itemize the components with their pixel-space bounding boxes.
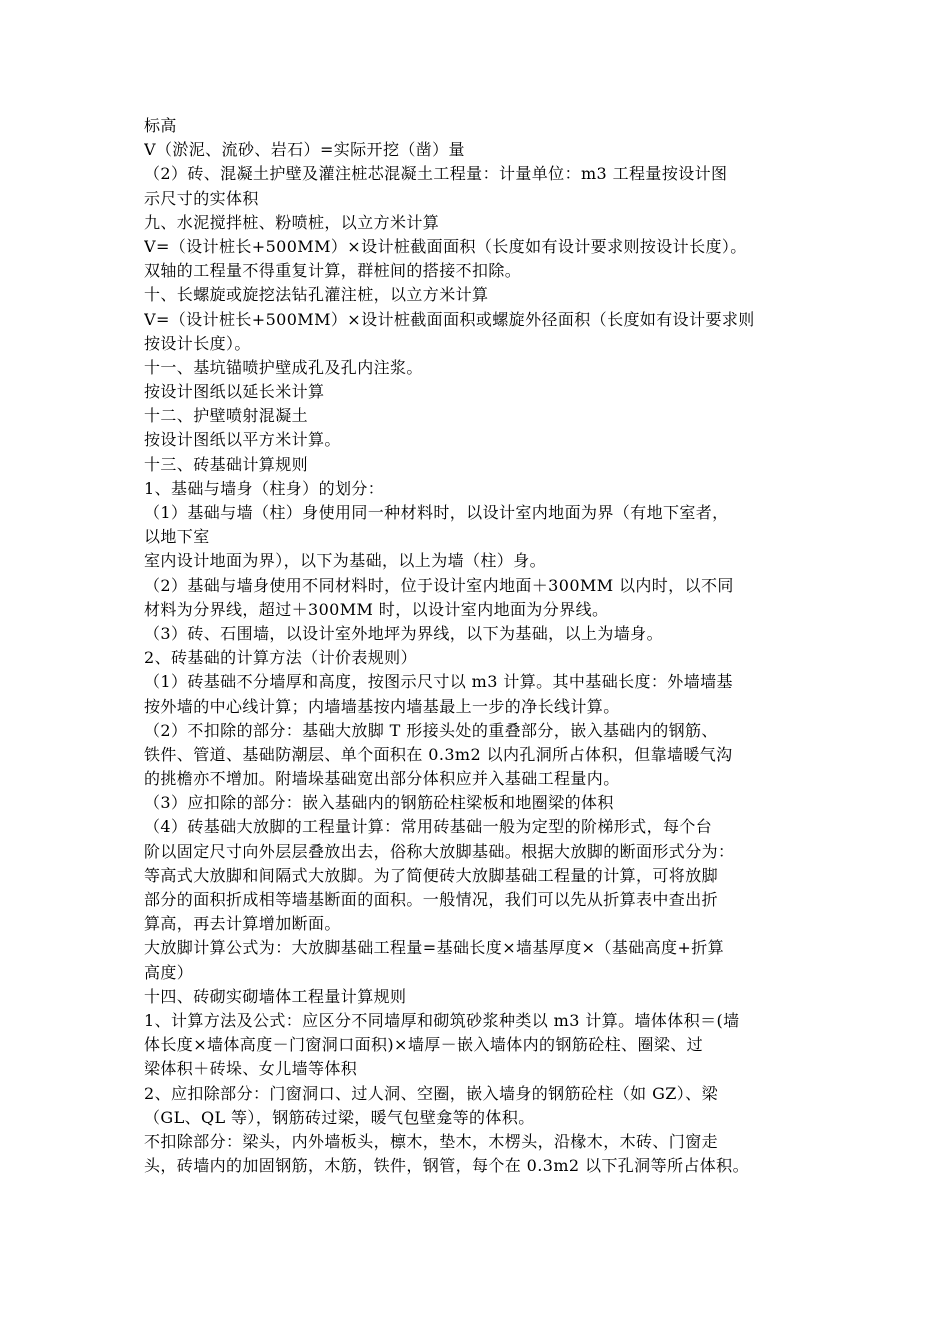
text-line: 2、砖基础的计算方法（计价表规则） bbox=[144, 648, 417, 668]
text-line: （GL、QL 等），钢筋砖过梁，暖气包壁龛等的体积。 bbox=[144, 1107, 535, 1127]
text-line: 梁体积＋砖垛、女儿墙等体积 bbox=[144, 1059, 358, 1079]
text-line: 等高式大放脚和间隔式大放脚。为了简便砖大放脚基础工程量的计算，可将放脚 bbox=[144, 865, 719, 885]
text-line: 头，砖墙内的加固钢筋，木筋，铁件，钢管，每个在 0.3m2 以下孔洞等所占体积。 bbox=[144, 1156, 749, 1176]
text-line: （4）砖基础大放脚的工程量计算：常用砖基础一般为定型的阶梯形式，每个台 bbox=[144, 817, 713, 837]
text-line: V=（设计桩长+500MM）×设计桩截面面积或螺旋外径面积（长度如有设计要求则 bbox=[144, 309, 755, 329]
text-line: 十四、砖砌实砌墙体工程量计算规则 bbox=[144, 986, 407, 1006]
text-line: 十一、基坑锚喷护壁成孔及孔内注浆。 bbox=[144, 357, 423, 377]
text-line: 体长度×墙体高度－门窗洞口面积)×墙厚－嵌入墙体内的钢筋砼柱、圈梁、过 bbox=[144, 1035, 704, 1055]
text-line: 十三、砖基础计算规则 bbox=[144, 454, 309, 474]
text-line: 双轴的工程量不得重复计算，群桩间的搭接不扣除。 bbox=[144, 261, 522, 281]
text-line: 九、水泥搅拌桩、粉喷桩，以立方米计算 bbox=[144, 212, 440, 232]
text-line: 不扣除部分：梁头，内外墙板头，檩木，垫木，木楞头，沿椽木，木砖、门窗走 bbox=[144, 1131, 719, 1151]
text-line: 十、长螺旋或旋挖法钻孔灌注桩，以立方米计算 bbox=[144, 285, 489, 305]
text-line: 以地下室 bbox=[144, 527, 210, 547]
text-line: 大放脚计算公式为：大放脚基础工程量=基础长度×墙基厚度×（基础高度+折算 bbox=[144, 938, 725, 958]
text-line: （3）砖、石围墙，以设计室外地坪为界线，以下为基础，以上为墙身。 bbox=[144, 623, 663, 643]
text-line: （3）应扣除的部分：嵌入基础内的钢筋砼柱梁板和地圈梁的体积 bbox=[144, 793, 614, 813]
text-line: V（淤泥、流砂、岩石）=实际开挖（凿）量 bbox=[144, 140, 465, 160]
text-line: （2）砖、混凝土护壁及灌注桩芯混凝土工程量：计量单位：m3 工程量按设计图 bbox=[144, 164, 728, 184]
text-line: 2、应扣除部分：门窗洞口、过人洞、空圈，嵌入墙身的钢筋砼柱（如 GZ）、梁 bbox=[144, 1083, 718, 1103]
text-line: 标高 bbox=[144, 116, 177, 135]
text-line: 材料为分界线，超过＋300MM 时，以设计室内地面为分界线。 bbox=[144, 599, 609, 619]
text-line: 阶以固定尺寸向外层层叠放出去，俗称大放脚基础。根据大放脚的断面形式分为： bbox=[144, 841, 735, 861]
text-line: （1）基础与墙（柱）身使用同一种材料时，以设计室内地面为界（有地下室者， bbox=[144, 503, 729, 522]
text-line: 铁件、管道、基础防潮层、单个面积在 0.3m2 以内孔洞所占体积，但靠墙暖气沟 bbox=[144, 744, 733, 764]
text-line: （1）砖基础不分墙厚和高度，按图示尺寸以 m3 计算。其中基础长度：外墙墙基 bbox=[144, 672, 733, 692]
text-line: 十二、护壁喷射混凝土 bbox=[144, 406, 309, 426]
text-line: 示尺寸的实体积 bbox=[144, 188, 259, 208]
text-line: 算高，再去计算增加断面。 bbox=[144, 914, 341, 934]
text-line: 1、计算方法及公式：应区分不同墙厚和砌筑砂浆种类以 m3 计算。墙体体积＝(墙 bbox=[144, 1010, 740, 1030]
text-line: 1、基础与墙身（柱身）的划分： bbox=[144, 478, 385, 498]
text-line: 按设计长度）。 bbox=[144, 333, 251, 353]
text-line: 室内设计地面为界），以下为基础，以上为墙（柱）身。 bbox=[144, 551, 547, 571]
text-line: 按设计图纸以延长米计算 bbox=[144, 382, 325, 402]
text-line: 部分的面积折成相等墙基断面的面积。一般情况，我们可以先从折算表中查出折 bbox=[144, 890, 719, 909]
text-line: 高度） bbox=[144, 962, 194, 982]
text-line: V=（设计桩长+500MM）×设计桩截面面积（长度如有设计要求则按设计长度）。 bbox=[144, 236, 747, 256]
text-line: （2）基础与墙身使用不同材料时，位于设计室内地面＋300MM 以内时，以不同 bbox=[144, 575, 734, 595]
text-line: 按设计图纸以平方米计算。 bbox=[144, 430, 341, 450]
text-line: （2）不扣除的部分：基础大放脚 T 形接头处的重叠部分，嵌入基础内的钢筋、 bbox=[144, 720, 718, 740]
text-line: 按外墙的中心线计算；内墙墙基按内墙基最上一步的净长线计算。 bbox=[144, 696, 620, 716]
text-line: 的挑檐亦不增加。附墙垛基础宽出部分体积应并入基础工程量内。 bbox=[144, 769, 620, 789]
